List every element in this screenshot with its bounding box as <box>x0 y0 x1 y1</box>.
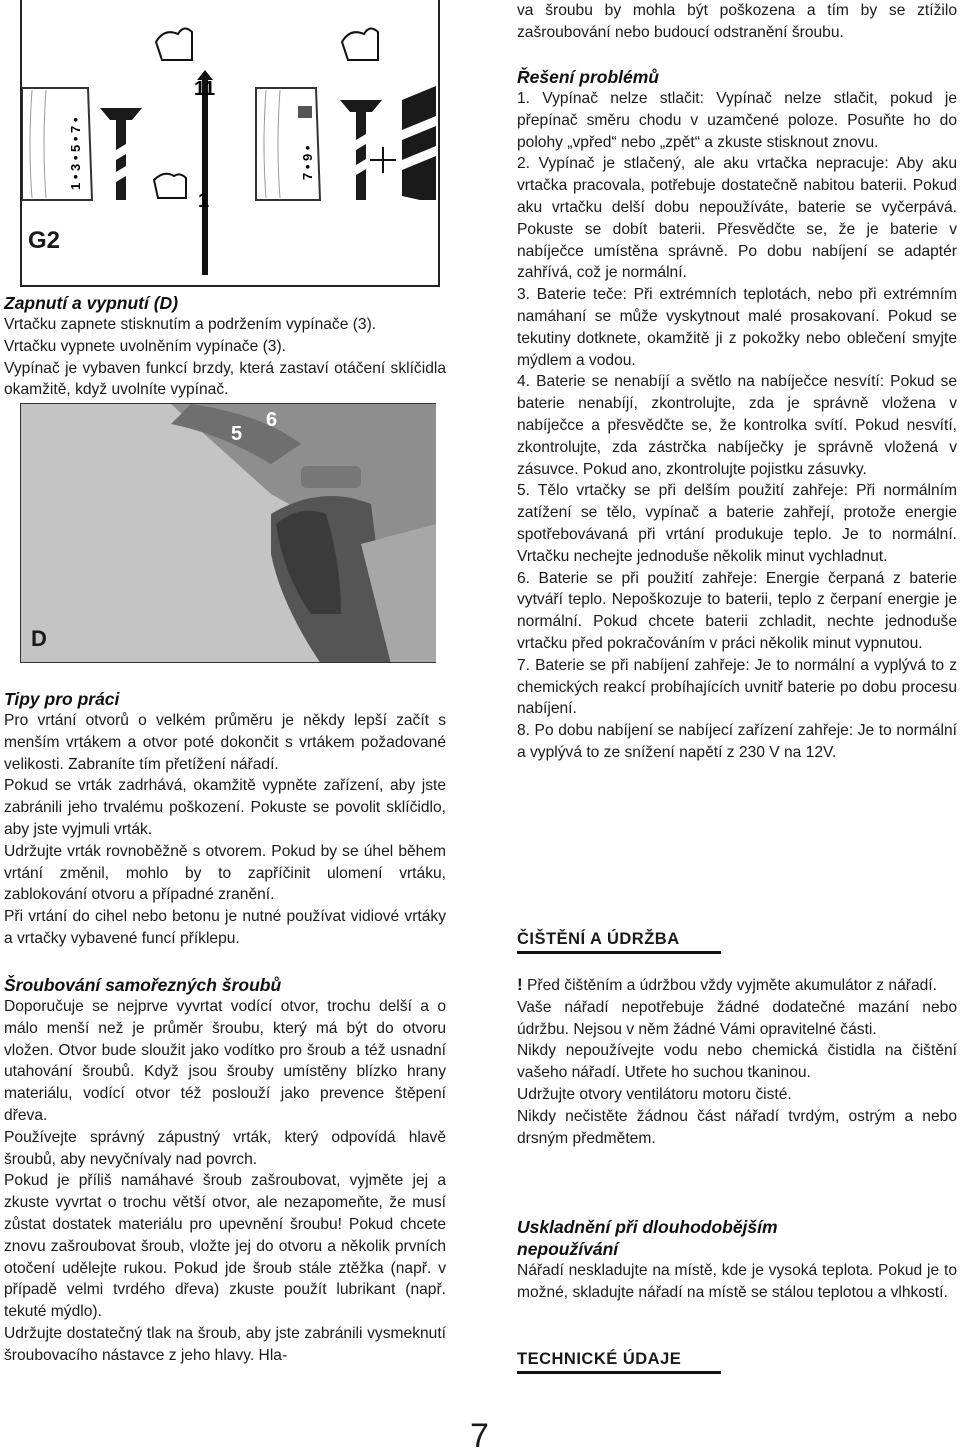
cleaning-line-5: Nikdy nečistěte žádnou část nářadí tvrdým, ostrým a nebo drsným předmětem. <box>517 1107 957 1147</box>
tips-paragraph-3: Udržujte vrták rovnoběžně s otvorem. Pokud by se úhel během vrtání změnil, mohlo by to zapříčinit ulomení vrtáku, zablokování otvoru a případné zranění. <box>4 842 446 904</box>
fist-strong-icon <box>156 28 192 60</box>
figure-label-g2: G2 <box>28 227 61 254</box>
chuck-mark-6: 6 <box>266 409 278 431</box>
section-title-tips: Tipy pro práci <box>4 689 120 709</box>
screws-paragraph-4: Udržujte dostatečný tlak na šroub, aby jste zabránili vysmeknutí šroubovacího nástavce z jeho hlavy. Hla- <box>4 1324 446 1364</box>
page-number: 7 <box>470 1417 489 1455</box>
switch-line-1: Vrtačku zapnete stisknutím a podržením vypínače (3). <box>4 316 377 333</box>
chuck-diagram <box>22 0 440 285</box>
switch-line-3: Vypínač je vybaven funkcí brzdy, která zastaví otáčení sklíčidla okamžitě, když uvolníte vypínač. <box>4 359 446 399</box>
cleaning-line-4: Udržujte otvory ventilátoru motoru čisté. <box>517 1085 792 1103</box>
screws-paragraph-3: Pokud je příliš namáhavé šroub zašroubovat, vyjměte jej a zkuste vyvrtat o trochu větší otvor, ale nezapomeňte, že musí zůstat dostatek materiálu pro upevnění šroubu! Pokud chcete znovu zašroubovat šroub, vložte jej do otvoru a několik prvních otočení udělejte rukou. Pokud jde šroub stále ztěžka (např. v případě velmi tvrdého dřeva) zkuste použít lubrikant (např. tekuté mýdlo). <box>4 1172 446 1321</box>
section-title-screws: Šroubování samořezných šroubů <box>4 975 282 995</box>
cleaning-line-2: Vaše nářadí nepotřebuje žádné dodatečné mazání nebo údržbu. Nejsou v něm žádné Vámi opravitelné části. <box>517 998 957 1038</box>
switch-line-2: Vrtačku vypnete uvolněním vypínače (3). <box>4 337 286 355</box>
problem-item-3: 3. Baterie teče: Při extrémních teplotách, nebo při extrémním namáhaní se může vyskytnout malé prosakovaní. Pokud se tekutiny dotknete, okamžitě ji z pokožky nebo oblečení smyjte mýdlem a vodou. <box>517 286 957 369</box>
plus-icon <box>370 147 396 173</box>
section-screws <box>4 974 446 1367</box>
problem-item-6: 6. Baterie se při použití zahřeje: Energie čerpaná z baterie vytváří teplo. Nepoškozuje to baterii, teplo z čerpaní energie je normální. Pokud chcete baterii zchladit, nechte jednoduše vrtačku před pokračováním v práci několik minut vypnutou. <box>517 569 957 652</box>
section-title-problems: Řešení problémů <box>517 67 659 87</box>
section-title-storage: Uskladnění při dlouhodobějším nepoužívání <box>517 1217 778 1259</box>
cleaning-line-1-text: Před čištěním a údržbou vždy vyjměte akumulátor z nářadí. <box>527 977 937 994</box>
figure-label-d: D <box>31 626 47 651</box>
fist-weak-icon <box>154 174 186 198</box>
label-1: 1 <box>198 190 210 212</box>
problem-item-7: 7. Baterie se při nabíjení zahřeje: Je to normální a vyplývá to z chemických reakcí probíhajících uvnitř baterie po dobu procesu nabíjení. <box>517 656 957 718</box>
figure-d <box>20 403 436 663</box>
chuck-right <box>256 88 320 200</box>
section-title-tech: TECHNICKÉ ÚDAJE <box>517 1350 721 1374</box>
section-cleaning-header <box>517 930 721 954</box>
chuck-mark-5: 5 <box>231 423 243 445</box>
label-11: 11 <box>194 78 216 100</box>
section-storage <box>517 1216 957 1304</box>
warning-icon: ! <box>517 975 523 994</box>
screws-paragraph-1: Doporučuje se nejprve vyvrtat vodící otvor, trochu delší a o málo menší než je průměr šroubu, který má být do otvoru vložen. Otvor bude sloužit jako vodítko pro šroub a též usnadní utahování šroubů. Když jsou šrouby umístěny blízko hrany materiálu, vodící otvor též poslouží jako prevence štěpení dřeva. <box>4 998 446 1124</box>
direction-switch <box>301 466 361 488</box>
problem-item-1: 1. Vypínač nelze stlačit: Vypínač nelze stlačit, pokud je přepínač směru chodu v uzamčené poloze. Posuňte ho do polohy „vpřed“ nebo „zpět“ a zkuste stisknout znovu. <box>517 90 957 151</box>
speed-arrow <box>197 70 213 275</box>
section-problems <box>517 66 957 764</box>
continuation-text: va šroubu by mohla být poškozena a tím by se ztížilo zašroubování nebo budoucí odstranění šroubu. <box>517 2 957 41</box>
problem-item-4: 4. Baterie se nenabíjí a světlo na nabíječce nesvítí: Pokud se baterie nenabíjí, zkontrolujte, zda je správně vložena v nabíječce a přesvědčte se, že kontrolka svítí. Pokud nesvítí, zkontrolujte, zda zástrčka nabíječky je správně vložená v zásuvce. Pokud ano, zkontrolujte pojistku zásuvky. <box>517 373 957 478</box>
tips-paragraph-1: Pro vrtání otvorů o velkém průměru je někdy lepší začít s menším vrtákem a otvor poté dokončit s vrtákem požadované velikosti. Zabraníte tím přetížení nářadí. <box>4 712 446 773</box>
fist-right-icon <box>342 28 378 60</box>
section-title-cleaning: ČIŠTĚNÍ A ÚDRŽBA <box>517 930 721 954</box>
chuck-right-marks: 7 • 9 • <box>300 145 315 180</box>
section-tech-header <box>517 1350 721 1374</box>
problem-item-8: 8. Po dobu nabíjení se nabíjecí zařízení zahřeje: Je to normální a vyplývá to ze snížení napětí z 230 V na 12V. <box>517 722 957 761</box>
storage-text: Nářadí neskladujte na místě, kde je vysoká teplota. Pokud je to možné, skladujte nářadí na místě se stálou teplotou a vlhkostí. <box>517 1262 957 1301</box>
tips-paragraph-4: Při vrtání do cihel nebo betonu je nutné používat vidiové vrtáky a vrtačky vybavené funcí příklepu. <box>4 908 446 947</box>
section-title-switch: Zapnutí a vypnutí (D) <box>4 293 179 313</box>
problem-item-5: 5. Tělo vrtačky se při delším použití zahřeje: Při normálním zatížení se tělo, vypínač a baterie zahřejí, protože energie spotřebovávaná při vrtání produkuje teplo. Je to normální. Vrtačku nechejte jednoduše několik minut vychladnut. <box>517 482 957 565</box>
cleaning-line-1 <box>517 974 957 997</box>
screws-paragraph-2: Používejte správný zápustný vrták, který odpovídá hlavě šroubů, aby nevyčnívaly nad povrch. <box>4 1128 446 1168</box>
chuck-left-marks: 1 • 3 • 5 • 7 • <box>68 117 83 190</box>
drill-photo <box>21 404 436 663</box>
section-switch <box>4 292 446 401</box>
tips-paragraph-2: Pokud se vrták zadrhává, okamžitě vypněte zařízení, aby jste zabránili jeho trvalému poškození. Pokuste se povolit sklíčidlo, aby jste vyjmuli vrták. <box>4 777 446 838</box>
problem-item-2: 2. Vypínač je stlačený, ale aku vrtačka nepracuje: Aby aku vrtačka pracovala, potřebuje dostatečně nabitou baterii. Pokud aku vrtačku delší dobu nepoužíváte, baterie se vyčerpává. Pokuste se dobít baterii. Přesvědčte se, že je baterie v nabíječce umístěna správně. Po dobu nabíjení se adaptér zahřívá, což je normální. <box>517 155 957 282</box>
cleaning-line-3: Nikdy nepoužívejte vodu nebo chemická čistidla na čištění vašeho nářadí. Utřete ho suchou tkaninou. <box>517 1042 957 1082</box>
figure-g2 <box>20 0 440 287</box>
section-tips <box>4 688 446 950</box>
bit-right-1 <box>340 100 382 200</box>
bit-right-2 <box>402 86 436 200</box>
section-cleaning <box>517 974 957 1149</box>
